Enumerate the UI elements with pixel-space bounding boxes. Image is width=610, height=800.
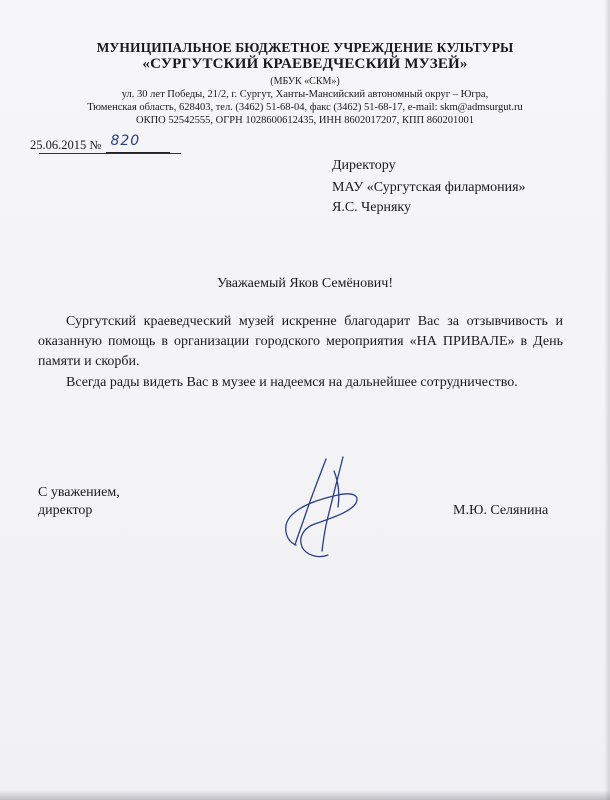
registration-underline — [39, 153, 181, 154]
registration-date: 25.06.2015 — [30, 138, 87, 152]
addressee-name: Я.С. Черняку — [332, 200, 412, 215]
addressee-organization: МАУ «Сургутская филармония» — [332, 180, 526, 195]
registration-number-field — [106, 133, 170, 153]
registration-number-handwritten: 820 — [110, 133, 141, 149]
org-name-line1: МУНИЦИПАЛЬНОЕ БЮДЖЕТНОЕ УЧРЕЖДЕНИЕ КУЛЬТУРЫ — [96, 40, 514, 55]
org-address-line2: Тюменская область, 628403, тел. (3462) 51-68-04, факс (3462) 51-68-17, e-mail: skm@admsurgut.ru — [87, 102, 523, 113]
scan-edge-right — [604, 0, 610, 800]
closing-regards: С уважением, — [38, 485, 120, 500]
closing-title: директор — [38, 503, 93, 518]
addressee-position: Директору — [332, 158, 396, 173]
body-paragraph-1: Сургутский краеведческий музей искренне благодарит Вас за отзывчивость и оказанную помощь в организации городского мероприятия «НА ПРИВАЛЕ» в День памяти и скорби. — [38, 314, 563, 369]
org-short-name: (МБУК «СКМ») — [270, 76, 340, 87]
org-address-line1: ул. 30 лет Победы, 21/2, г. Сургут, Ханты-Мансийский автономный округ – Югра, — [121, 89, 489, 100]
org-registration-codes: ОКПО 52542555, ОГРН 1028600612435, ИНН 8602017207, КПП 860201001 — [136, 115, 474, 126]
salutation: Уважаемый Яков Семёнович! — [217, 276, 393, 291]
signer-name: М.Ю. Селянина — [453, 503, 549, 518]
handwritten-signature — [268, 455, 368, 565]
registration-line — [30, 133, 170, 153]
registration-number-label: № — [89, 138, 102, 152]
org-name-line2: «СУРГУТСКИЙ КРАЕВЕДЧЕСКИЙ МУЗЕЙ» — [142, 56, 468, 72]
scan-edge-bottom — [0, 790, 610, 800]
body-paragraph-2: Всегда рады видеть Вас в музее и надеемся на дальнейшее сотрудничество. — [66, 375, 518, 390]
